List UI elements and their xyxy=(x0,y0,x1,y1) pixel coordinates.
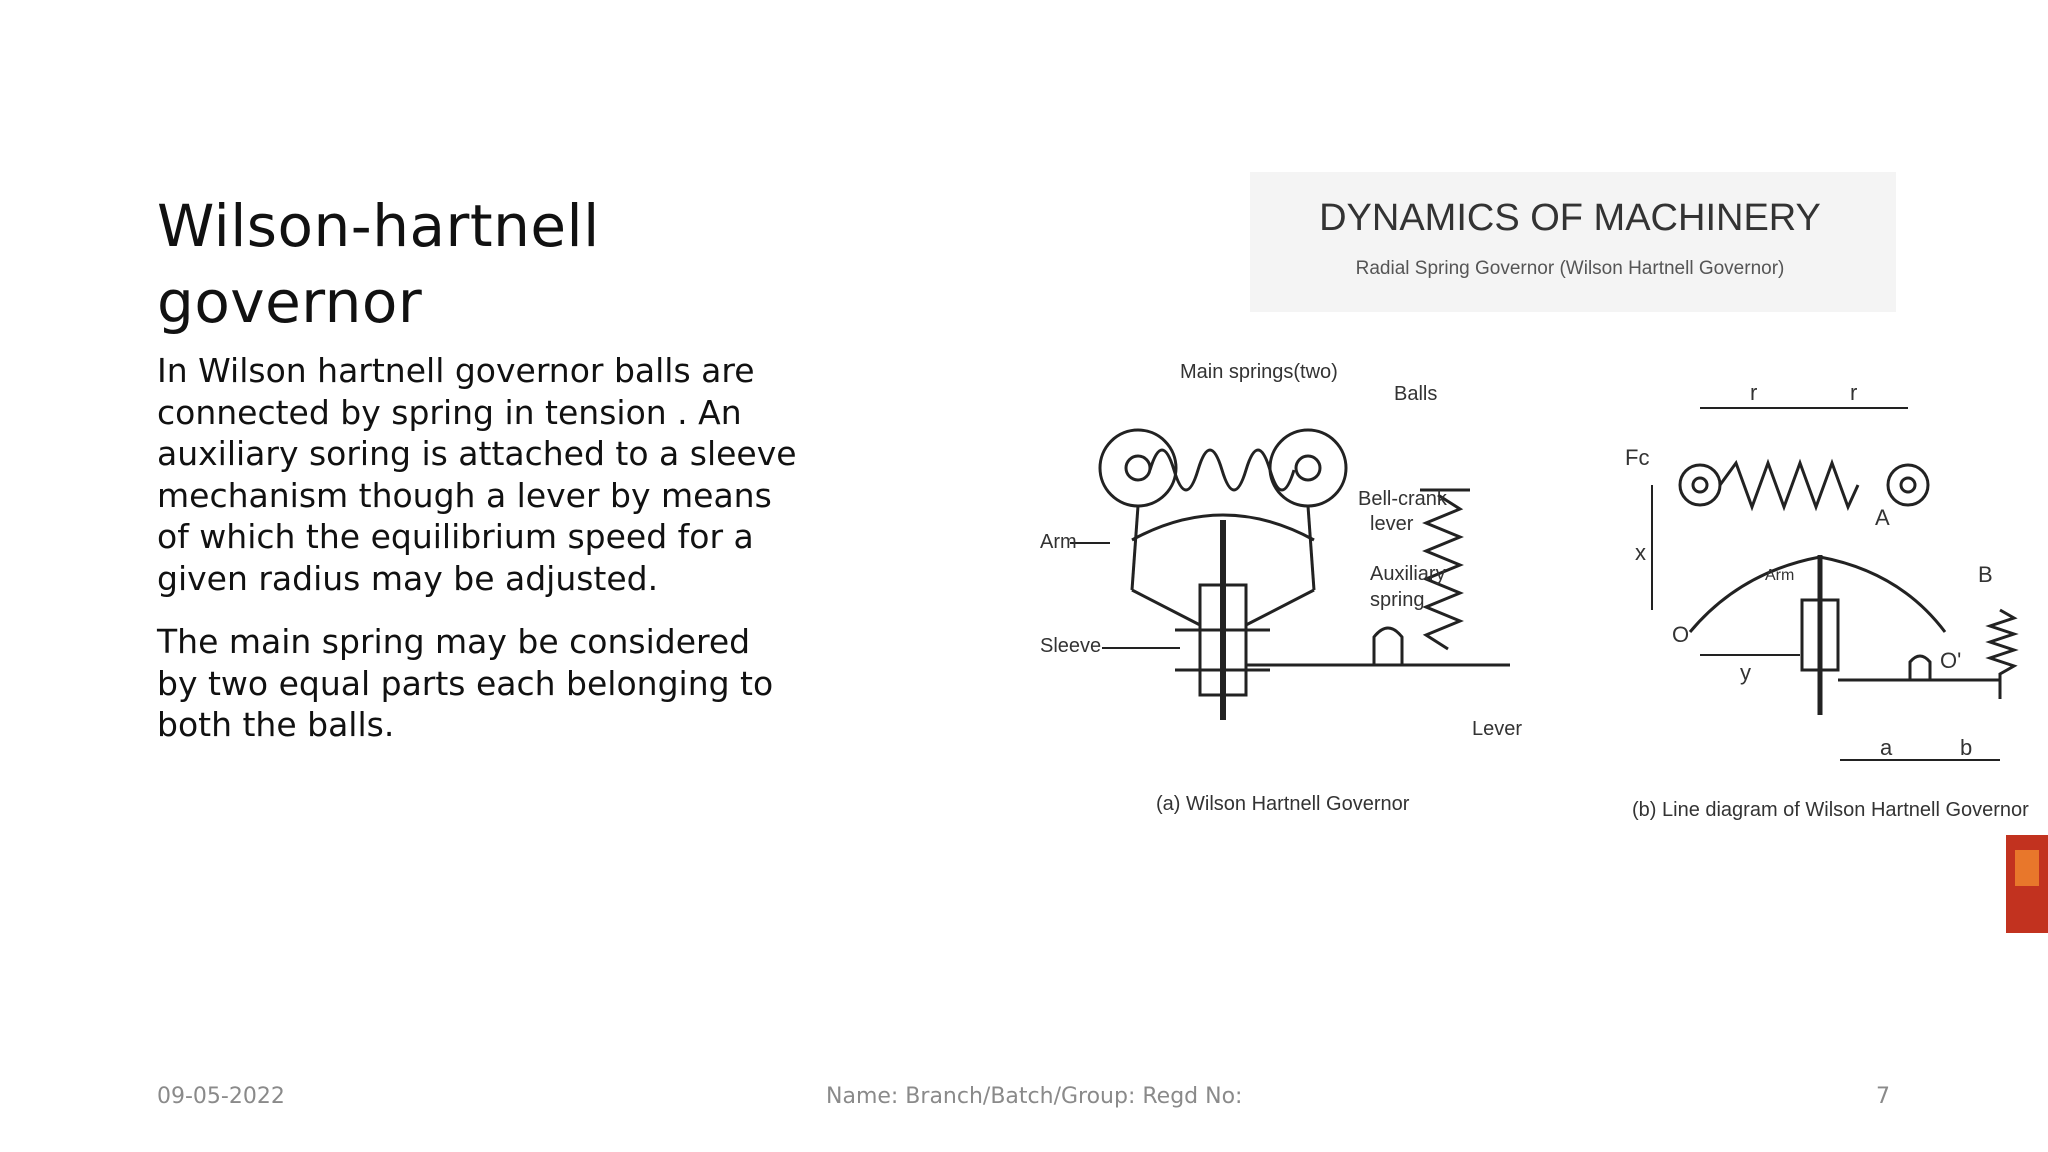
label-balls: Balls xyxy=(1394,383,1438,405)
label-o: O xyxy=(1672,622,1690,647)
label-arm: Arm xyxy=(1040,531,1077,553)
footer-date: 09-05-2022 xyxy=(157,1084,285,1109)
label-dim-b: b xyxy=(1960,735,1973,760)
label-x: x xyxy=(1635,540,1646,565)
right-ball xyxy=(1270,430,1346,506)
fulcrum xyxy=(1374,628,1402,665)
body-paragraph-2: The main spring may be considered by two equal parts each belonging to both the balls. xyxy=(157,622,774,744)
figure-subheading: Radial Spring Governor (Wilson Hartnell Governor) xyxy=(1355,258,1785,279)
governor-drawing-b xyxy=(1652,408,2014,760)
label-dim-a: a xyxy=(1880,735,1893,760)
b-fulcrum xyxy=(1910,656,1930,680)
footer-center: Name: Branch/Batch/Group: Regd No: xyxy=(826,1084,1243,1109)
label-r-2: r xyxy=(1850,380,1858,405)
label-b-point: B xyxy=(1978,562,1993,587)
title-line-2: governor xyxy=(157,268,423,336)
caption-b: (b) Line diagram of Wilson Hartnell Governor xyxy=(1632,799,2029,821)
governor-diagram xyxy=(1040,160,2048,950)
label-y: y xyxy=(1740,660,1751,685)
b-left-ball xyxy=(1680,465,1720,505)
label-auxiliary: Auxiliary xyxy=(1370,563,1446,585)
slide-body xyxy=(157,350,797,768)
label-o-prime: O' xyxy=(1940,648,1962,673)
left-ball-hub xyxy=(1126,456,1150,480)
left-link xyxy=(1132,590,1200,625)
label-lever: Lever xyxy=(1472,718,1523,740)
right-ball-hub xyxy=(1296,456,1320,480)
figure-heading: DYNAMICS OF MACHINERY xyxy=(1319,197,1821,239)
label-a-point: A xyxy=(1875,505,1890,530)
b-right-ball xyxy=(1888,465,1928,505)
label-b-arm: Arm xyxy=(1765,567,1795,584)
slide-title xyxy=(157,188,797,340)
title-line-1: Wilson-hartnell xyxy=(157,192,600,260)
left-ball xyxy=(1100,430,1176,506)
body-paragraph-1: In Wilson hartnell governor balls are connected by spring in tension . An auxiliary soring is attached to a sleeve mechanism though a lever by means of which the equilibrium speed for a given radius may be adjusted. xyxy=(157,351,797,598)
b-left-ball-hub xyxy=(1693,478,1707,492)
label-fc: Fc xyxy=(1625,445,1650,470)
label-bell-crank: Bell-crank xyxy=(1358,488,1447,510)
b-aux-spring xyxy=(1990,610,2014,699)
label-spring-word: spring xyxy=(1370,589,1425,611)
label-sleeve: Sleeve xyxy=(1040,635,1102,657)
label-main-springs: Main springs(two) xyxy=(1180,361,1338,383)
right-arm xyxy=(1308,506,1314,590)
figure-header-band xyxy=(1250,172,1896,312)
right-link xyxy=(1246,590,1314,625)
label-lever-word: lever xyxy=(1370,513,1414,535)
label-r-1: r xyxy=(1750,380,1758,405)
footer-page-number: 7 xyxy=(1876,1084,1890,1109)
left-arm xyxy=(1132,506,1138,590)
caption-a: (a) Wilson Hartnell Governor xyxy=(1156,793,1410,815)
corner-thumbnail-detail xyxy=(2015,850,2039,886)
governor-figure xyxy=(1040,160,2048,950)
b-right-ball-hub xyxy=(1901,478,1915,492)
b-spring xyxy=(1720,463,1858,507)
